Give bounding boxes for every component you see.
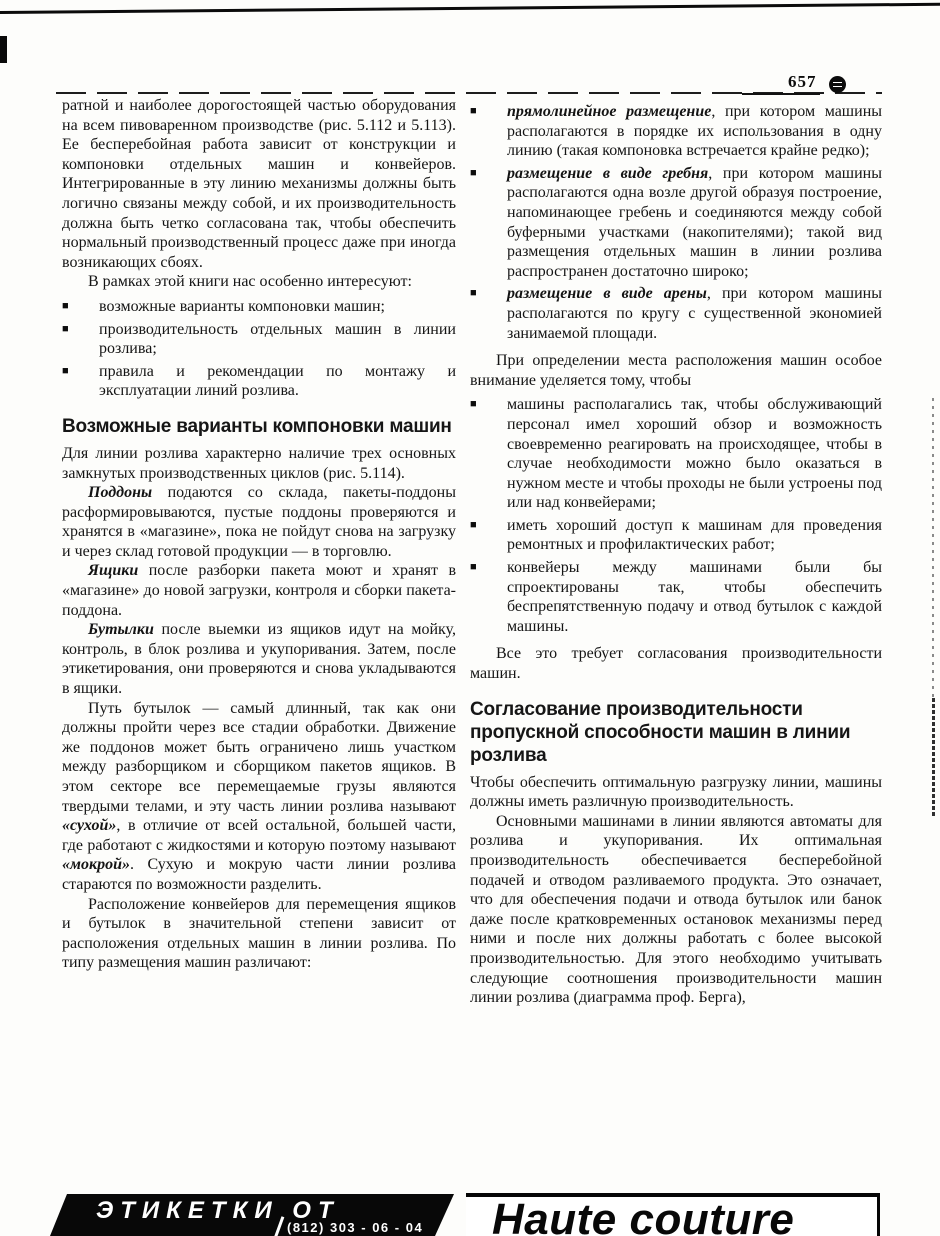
paragraph [62,620,456,698]
list-item [470,558,882,636]
bullet-square-icon: ■ [470,518,477,531]
list-item-body: , при котором машины располагаются в порядке их использования в одну линию (такая компоновка встречается крайне редко); [507,103,883,160]
section-heading: Возможные варианты компоновки машин [62,415,452,437]
list-item-text: возможные варианты компоновки машин; [99,297,385,315]
list-item [470,102,882,161]
list-item-text [507,102,882,161]
bullet-list [62,297,456,401]
paragraph: Для линии розлива характерно наличие трех основных замкнутых производственных циклов (рис. 5.114). [62,444,456,482]
list-item [62,362,456,401]
ad-phone-number: (812) 303 - 06 - 04 [287,1220,424,1235]
paragraph-text: , в отличие от всей остальной, большей части, где работают с жидкостями и которую поэтому называют [62,817,456,854]
bullet-square-icon: ■ [470,398,477,411]
list-item-text: иметь хороший доступ к машинам для проведения ремонтных и профилактических работ; [507,516,882,554]
section-heading: Согласование производительности пропускной способности машин в линии розлива [470,698,851,766]
paragraph-text: Путь бутылок — самый длинный, так как они должны пройти через все стадии обработки. Движение же поддонов может быть ограничено лишь участком между разборщиком и сборщиком пакетов ящиков. В этом секторе все перемещаемые грузы являются твердыми телами, и эту часть линии розлива называют [62,699,456,815]
paragraph: ратной и наиболее дорогостоящей частью оборудования на всем пивоваренном производстве (рис. 5.112 и 5.113). Ее бесперебойная работа зависит от конструкции и компоновки отдельных машин и конвейеров. Интегрированные в эту линию механизмы должны быть логично связаны между собой, и их производительность должна быть четко согласована так, чтобы обеспечить нормальный производственный процесс даже при иногда возникающих сбоях. [62,97,456,271]
scan-binding-dots-dark [932,698,935,818]
ad-brand-name: Haute couture [492,1195,795,1236]
left-column [62,96,456,973]
paragraph: Чтобы обеспечить оптимальную разгрузку линии, машины должны иметь различную производительность. [470,773,882,811]
term-arena-layout: размещение в виде арены [507,285,707,303]
bullet-square-icon: ■ [62,322,69,335]
paragraph [62,483,456,561]
scan-top-line [0,2,940,14]
paragraph: Все это требует согласования производительности машин. [470,645,882,683]
bullet-square-icon: ■ [470,105,477,117]
list-item-text: конвейеры между машинами были бы спроектированы так, чтобы обеспечить беспрепятственную подачу и отвод бутылок с каждой машины. [507,559,882,635]
bullet-square-icon: ■ [62,364,69,377]
paragraph-text: после разборки пакета моют и хранят в «магазине» до новой загрузки, контроля и сборки пакета-поддона. [62,562,456,619]
section-marker-icon [829,76,846,93]
list-item-text: производительность отдельных машин в линии розлива; [99,320,456,358]
scan-binding-dots [932,398,934,698]
bullet-square-icon: ■ [470,287,477,300]
paragraph-text: подаются со склада, пакеты-поддоны расформировываются, пустые поддоны проверяются и хранятся в «магазине», пока не пойдут снова на загрузку и через склад готовой продукции — в торговлю. [62,484,456,560]
term-pallets: Поддоны [88,484,153,502]
term-wet: «мокрой» [62,856,130,874]
term-crates: Ящики [88,562,139,580]
list-item-text [507,164,882,282]
list-item [470,395,882,513]
list-item-body: , при котором машины располагаются по кругу с существенной экономией занимаемой площади. [507,285,882,342]
scan-left-mark [0,36,7,63]
list-item-text: правила и рекомендации по монтажу и эксплуатации линий розлива. [99,362,456,400]
paragraph [62,699,456,895]
paragraph: При определении места расположения машин особое внимание уделяется тому, чтобы [470,352,882,389]
paragraph: Расположение конвейеров для перемещения ящиков и бутылок в значительной степени зависит от расположения отдельных машин в линии розлива. По типу размещения машин различают: [62,895,456,972]
paragraph [62,561,456,620]
term-comb-layout: размещение в виде гребня [507,164,709,182]
ad-label: ЭТИКЕТКИ ОТ [96,1197,340,1224]
term-dry: «сухой» [62,817,117,835]
bullet-list [470,395,882,636]
list-item [470,284,882,343]
paragraph-text: после выемки из ящиков идут на мойку, контроль, в блок розлива и укупоривания. Затем, после этикетирования, они проверяются и снова укладываются в ящики. [62,621,456,698]
bullet-list [470,102,882,343]
bullet-square-icon: ■ [470,561,477,574]
bullet-square-icon: ■ [62,299,69,312]
list-item-text [507,284,882,343]
right-column [470,99,882,1008]
list-item [62,297,456,317]
paragraph-text: . Сухую и мокрую части линии розлива стараются по возможности разделить. [62,856,456,893]
term-bottles: Бутылки [88,621,154,639]
list-item [470,164,882,282]
term-linear-layout: прямолинейное размещение [507,103,712,120]
list-item-body: , при котором машины располагаются одна возле другой образуя построение, напоминающее гребень и соединяются между собой буферными участками (накопителями); такой вид размещения отдельных машин в линии розлива распространен достаточно широко; [507,164,882,280]
paragraph: Основными машинами в линии являются автоматы для розлива и укупоривания. Их оптимальная производительность обеспечивается бесперебойной подачей и отводом разливаемого продукта. Это означает, что для обеспечения подачи и отвода бутылок или банок даже после кратковременных остановок механизмы перед ними и после них должны работать с более высокой производительностью. Для этого необходимо учитывать следующие соотношения производительности машин линии розлива (диаграмма проф. Берга), [470,812,882,1007]
page-header [742,72,846,95]
bullet-square-icon: ■ [470,166,477,179]
page-number: 657 [742,72,820,95]
list-item [62,320,456,359]
list-item [470,516,882,555]
list-item-text: машины располагались так, чтобы обслуживающий персонал имел хороший обзор и возможность своевременно реагировать на происходящее, чтобы в случае необходимости можно было оказаться в нужном месте и чтобы проходы не были устроены под или над конвейерами; [507,396,882,512]
paragraph: В рамках этой книги нас особенно интересуют: [88,273,412,291]
